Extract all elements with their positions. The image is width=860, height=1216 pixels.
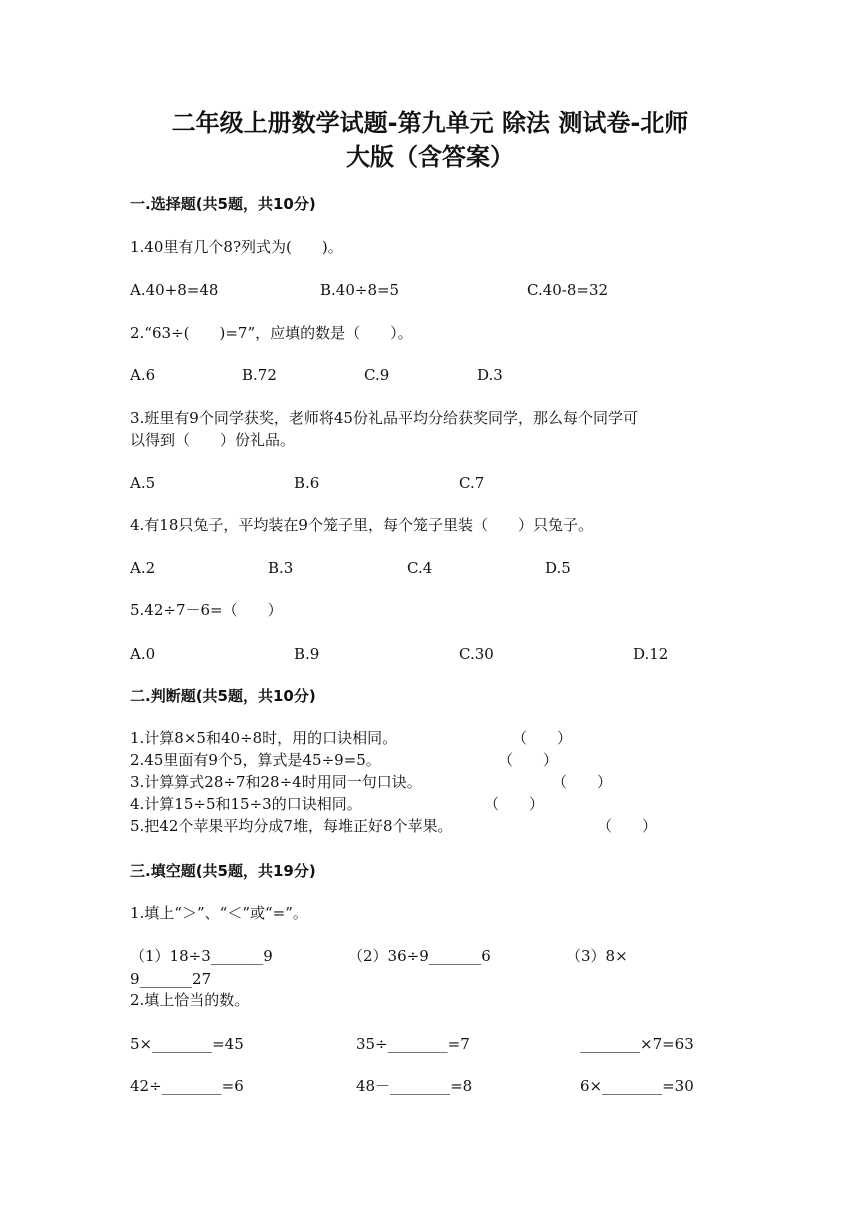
fill-item: 6×________=30 [580,1077,694,1095]
question-stem: 4.有18只兔子，平均装在9个笼子里，每个笼子里装（ ）只兔子。 [130,516,593,534]
answer-paren: （ ） [597,817,658,835]
option-b: B.9 [294,645,320,663]
fill-item: 42÷________=6 [130,1077,244,1095]
answer-paren: （ ） [484,795,545,813]
question-stem: 2.填上恰当的数。 [130,991,250,1009]
section-heading-judgement: 二.判断题(共5题，共10分) [130,687,316,705]
question-stem: 2.“63÷( )=7”，应填的数是（ ）。 [130,324,413,342]
judgement-item: 1.计算8×5和40÷8时，用的口诀相同。 [130,729,398,747]
option-c: C.7 [459,474,485,492]
judgement-item: 4.计算15÷5和15÷3的口诀相同。 [130,795,362,813]
compare-part-2: （2）36÷9_______6 [348,947,491,965]
document-title-line2: 大版（含答案） [346,143,514,171]
option-a: A.40+8=48 [130,281,219,299]
section-heading-fill: 三.填空题(共5题，共19分) [130,862,316,880]
question-stem: 5.42÷7－6=（ ） [130,601,283,619]
fill-item: 5×________=45 [130,1035,244,1053]
question-stem-line1: 3.班里有9个同学获奖，老师将45份礼品平均分给获奖同学，那么每个同学可 [130,409,638,427]
option-b: B.72 [242,366,277,384]
judgement-item: 2.45里面有9个5，算式是45÷9=5。 [130,751,381,769]
answer-paren: （ ） [552,773,613,791]
section-heading-choice: 一.选择题(共5题，共10分) [130,195,316,213]
question-stem: 1.40里有几个8?列式为( )。 [130,238,343,256]
fill-item: ________×7=63 [580,1035,694,1053]
option-a: A.0 [130,645,156,663]
question-stem-line2: 以得到（ ）份礼品。 [130,431,296,449]
judgement-item: 3.计算算式28÷7和28÷4时用同一句口诀。 [130,773,422,791]
option-c: C.30 [459,645,494,663]
option-a: A.5 [130,474,156,492]
option-c: C.9 [364,366,390,384]
answer-paren: （ ） [498,751,559,769]
fill-item: 48－________=8 [356,1077,473,1095]
option-c: C.40-8=32 [527,281,609,299]
option-d: D.5 [545,559,571,577]
option-d: D.3 [477,366,503,384]
option-b: B.6 [294,474,320,492]
option-c: C.4 [407,559,433,577]
judgement-item: 5.把42个苹果平均分成7堆，每堆正好8个苹果。 [130,817,453,835]
question-stem: 1.填上“＞”、“＜”或“=”。 [130,904,308,922]
compare-part-3-wrap: 9_______27 [130,970,212,988]
option-b: B.40÷8=5 [320,281,400,299]
option-a: A.6 [130,366,156,384]
option-d: D.12 [633,645,669,663]
document-title-line1: 二年级上册数学试题-第九单元 除法 测试卷-北师 [171,109,689,137]
option-b: B.3 [268,559,294,577]
option-a: A.2 [130,559,156,577]
answer-paren: （ ） [512,729,573,747]
fill-item: 35÷________=7 [356,1035,470,1053]
compare-part-3: （3）8× [566,947,628,965]
compare-part-1: （1）18÷3_______9 [130,947,273,965]
